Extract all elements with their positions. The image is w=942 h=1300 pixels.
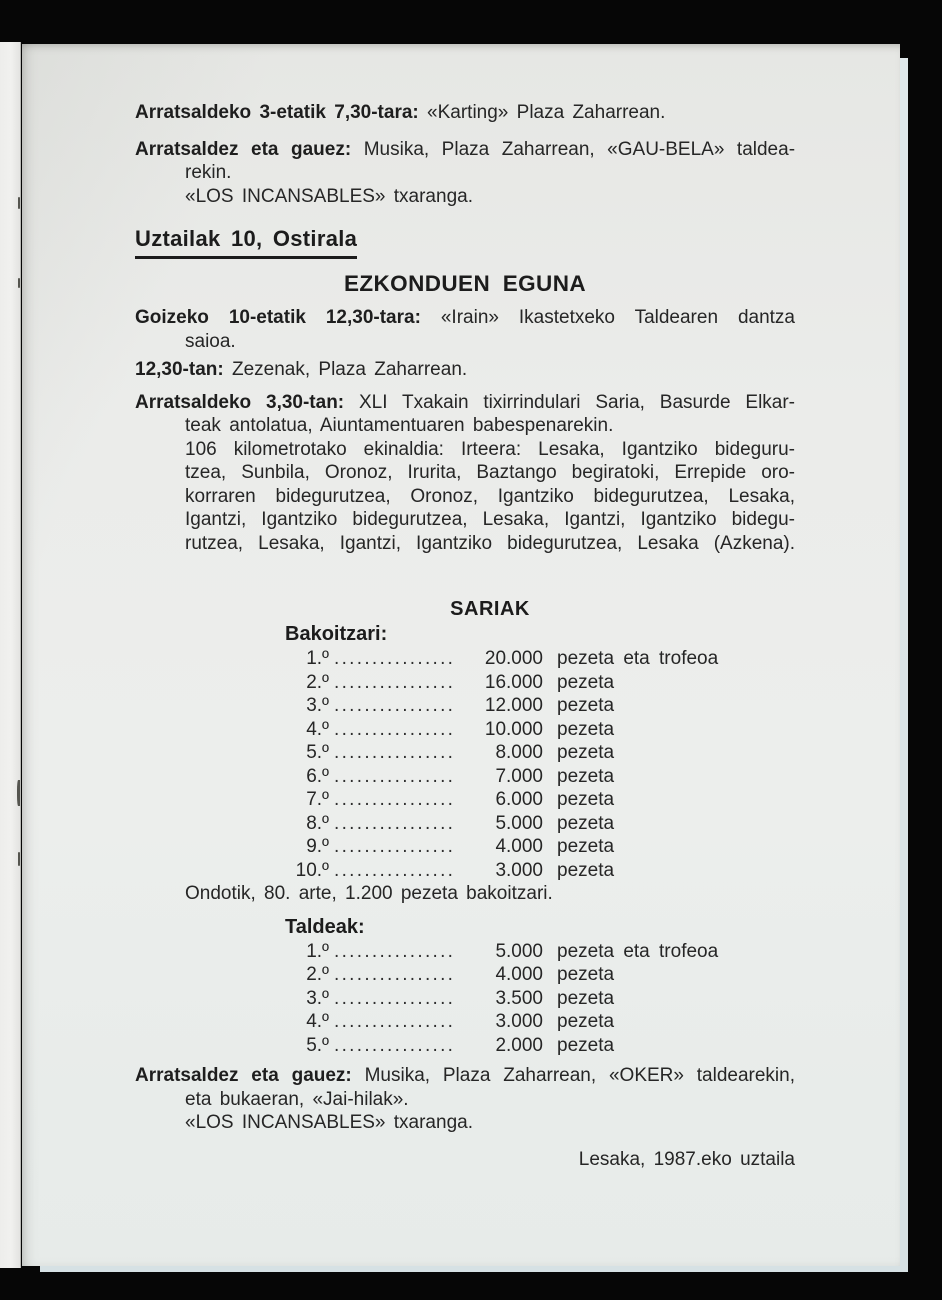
event-text: Musika, Plaza Zaharrean, «OKER» taldearekin, — [364, 1065, 795, 1086]
prize-rank: 7.º — [306, 789, 329, 810]
event-text: Zezenak, Plaza Zaharrean. — [231, 359, 468, 380]
prize-rank: 3.º — [306, 695, 329, 716]
prize-row — [285, 859, 795, 883]
prize-rank: 6.º — [306, 765, 329, 787]
route-line: tzea, Sunbila, Oronoz, Irurita, Baztango begiratoki, Errepide oro- — [185, 462, 795, 483]
event-cycling-cont: teak antolatua, Aiuntamentuaren babespenarekin. — [185, 415, 614, 436]
prize-amount: 16.000 — [484, 671, 543, 693]
event-music-night — [135, 138, 795, 162]
dot-leader: ................ — [334, 836, 456, 857]
prize-rank: 5.º — [306, 1034, 329, 1056]
prize-row — [285, 741, 795, 765]
staple-mark — [17, 780, 20, 806]
dot-leader: ................ — [334, 1034, 456, 1056]
prize-rank: 5.º — [306, 742, 329, 763]
event-time-label: Arratsaldeko 3,30-tan: — [135, 391, 345, 413]
prize-row — [285, 835, 795, 859]
event-time-label: Goizeko 10-etatik 12,30-tara: — [135, 307, 421, 328]
prize-rank: 1.º — [306, 940, 329, 962]
prize-amount: 4.000 — [495, 836, 543, 857]
prize-rank: 10.º — [295, 859, 329, 881]
team-prizes-heading: Taldeak: — [285, 915, 365, 938]
event-karting — [135, 101, 795, 125]
prize-row — [285, 694, 795, 718]
event-txaranga: «LOS INCANSABLES» txaranga. — [185, 1112, 473, 1133]
event-text: «Irain» Ikastetxeko Taldearen dantza — [440, 307, 795, 328]
dot-leader: ................ — [334, 765, 456, 787]
dot-leader: ................ — [334, 964, 456, 985]
prize-unit: pezeta — [557, 789, 615, 810]
prize-row — [285, 788, 795, 812]
prize-amount: 3.000 — [495, 859, 543, 881]
dot-leader: ................ — [334, 648, 456, 669]
event-text: Musika, Plaza Zaharrean, «GAU-BELA» taldea- — [363, 138, 796, 160]
event-evening — [135, 1064, 795, 1088]
event-time-label: Arratsaldez eta gauez: — [135, 138, 352, 160]
signature-line: Lesaka, 1987.eko uztaila — [578, 1148, 795, 1170]
prize-amount: 2.000 — [495, 1034, 543, 1056]
prize-unit: pezeta — [557, 859, 615, 881]
prize-amount: 10.000 — [484, 718, 543, 740]
dot-leader: ................ — [334, 940, 456, 962]
dot-leader: ................ — [334, 789, 456, 810]
event-txaranga: «LOS INCANSABLES» txaranga. — [185, 185, 473, 207]
prize-row — [285, 765, 795, 789]
prize-amount: 5.000 — [495, 940, 543, 962]
event-noon — [135, 358, 795, 382]
day-title: EZKONDUEN EGUNA — [343, 271, 586, 296]
prize-row — [285, 718, 795, 742]
prize-row — [285, 1010, 795, 1034]
prize-unit: pezeta — [557, 964, 615, 985]
prize-rank: 8.º — [306, 812, 329, 834]
prize-unit: pezeta — [557, 987, 615, 1009]
event-text: XLI Txakain tixirrindulari Saria, Basurde Elkar- — [358, 391, 796, 413]
prize-unit: pezeta — [557, 671, 615, 693]
day-heading: Uztailak 10, Ostirala — [135, 226, 357, 259]
prize-amount: 5.000 — [495, 812, 543, 834]
prize-amount: 12.000 — [484, 695, 543, 716]
staple-mark — [18, 278, 20, 288]
route-line: Igantzi, Igantziko bidegurutzea, Lesaka, Igantzi, Igantziko bidegu- — [185, 509, 795, 530]
prize-amount: 3.500 — [495, 987, 543, 1009]
dot-leader: ................ — [334, 987, 456, 1009]
event-time-label: 12,30-tan: — [135, 359, 224, 380]
route-line: rutzea, Lesaka, Igantzi, Igantziko bidegurutzea, Lesaka (Azkena). — [185, 532, 795, 554]
event-morning — [135, 306, 795, 330]
prizes-note: Ondotik, 80. arte, 1.200 pezeta bakoitzari. — [185, 883, 553, 904]
prize-unit: pezeta — [557, 695, 615, 716]
staple-mark — [18, 197, 20, 209]
prize-unit: pezeta — [557, 1034, 615, 1056]
prize-row — [285, 963, 795, 987]
prize-rank: 4.º — [306, 718, 329, 740]
individual-prizes — [285, 622, 795, 882]
prize-row — [285, 812, 795, 836]
prize-amount: 3.000 — [495, 1011, 543, 1032]
prize-amount: 20.000 — [484, 648, 543, 669]
prize-amount: 4.000 — [495, 964, 543, 985]
dot-leader: ................ — [334, 859, 456, 881]
prize-rank: 4.º — [306, 1011, 329, 1032]
program-paper — [22, 44, 900, 1266]
prize-row — [285, 987, 795, 1011]
route-line: 106 kilometrotako ekinaldia: Irteera: Lesaka, Igantziko bideguru- — [185, 438, 795, 460]
dot-leader: ................ — [334, 1011, 456, 1032]
prize-rank: 2.º — [306, 964, 329, 985]
prize-amount: 7.000 — [495, 765, 543, 787]
prize-unit: pezeta — [557, 742, 615, 763]
prize-rank: 3.º — [306, 987, 329, 1009]
event-time-label: Arratsaldeko 3-etatik 7,30-tara: — [135, 102, 419, 123]
event-text: «Karting» Plaza Zaharrean. — [427, 102, 666, 123]
prize-unit: pezeta — [557, 836, 615, 857]
prize-amount: 8.000 — [495, 742, 543, 763]
prize-rank: 1.º — [306, 648, 329, 669]
prize-row — [285, 647, 795, 671]
prize-row — [285, 940, 795, 964]
prize-unit: pezeta — [557, 812, 615, 834]
prize-unit: pezeta — [557, 718, 615, 740]
facing-page-edge — [0, 42, 21, 1268]
prize-amount: 6.000 — [495, 789, 543, 810]
individual-prizes-heading: Bakoitzari: — [285, 623, 388, 645]
event-cycling — [135, 391, 795, 415]
page-content — [135, 101, 795, 1171]
prize-rank: 2.º — [306, 671, 329, 693]
day-heading-wrap — [135, 208, 795, 259]
team-prizes — [285, 915, 795, 1058]
prize-row — [285, 1034, 795, 1058]
prize-row — [285, 671, 795, 695]
dot-leader: ................ — [334, 695, 456, 716]
dot-leader: ................ — [334, 812, 456, 834]
prizes-title: SARIAK — [450, 598, 530, 620]
prize-unit: pezeta eta trofeoa — [557, 648, 719, 669]
dot-leader: ................ — [334, 671, 456, 693]
event-morning-cont: saioa. — [185, 330, 236, 352]
prize-rank: 9.º — [306, 836, 329, 857]
event-evening-cont: eta bukaeran, «Jai-hilak». — [185, 1088, 409, 1110]
prize-unit: pezeta eta trofeoa — [557, 940, 719, 962]
event-time-label: Arratsaldez eta gauez: — [135, 1065, 352, 1086]
prize-unit: pezeta — [557, 765, 615, 787]
prize-unit: pezeta — [557, 1011, 615, 1032]
staple-mark — [18, 852, 20, 866]
dot-leader: ................ — [334, 718, 456, 740]
route-line: korraren bidegurutzea, Oronoz, Igantziko bidegurutzea, Lesaka, — [185, 485, 795, 507]
dot-leader: ................ — [334, 742, 456, 763]
event-music-night-cont: rekin. — [185, 162, 232, 183]
